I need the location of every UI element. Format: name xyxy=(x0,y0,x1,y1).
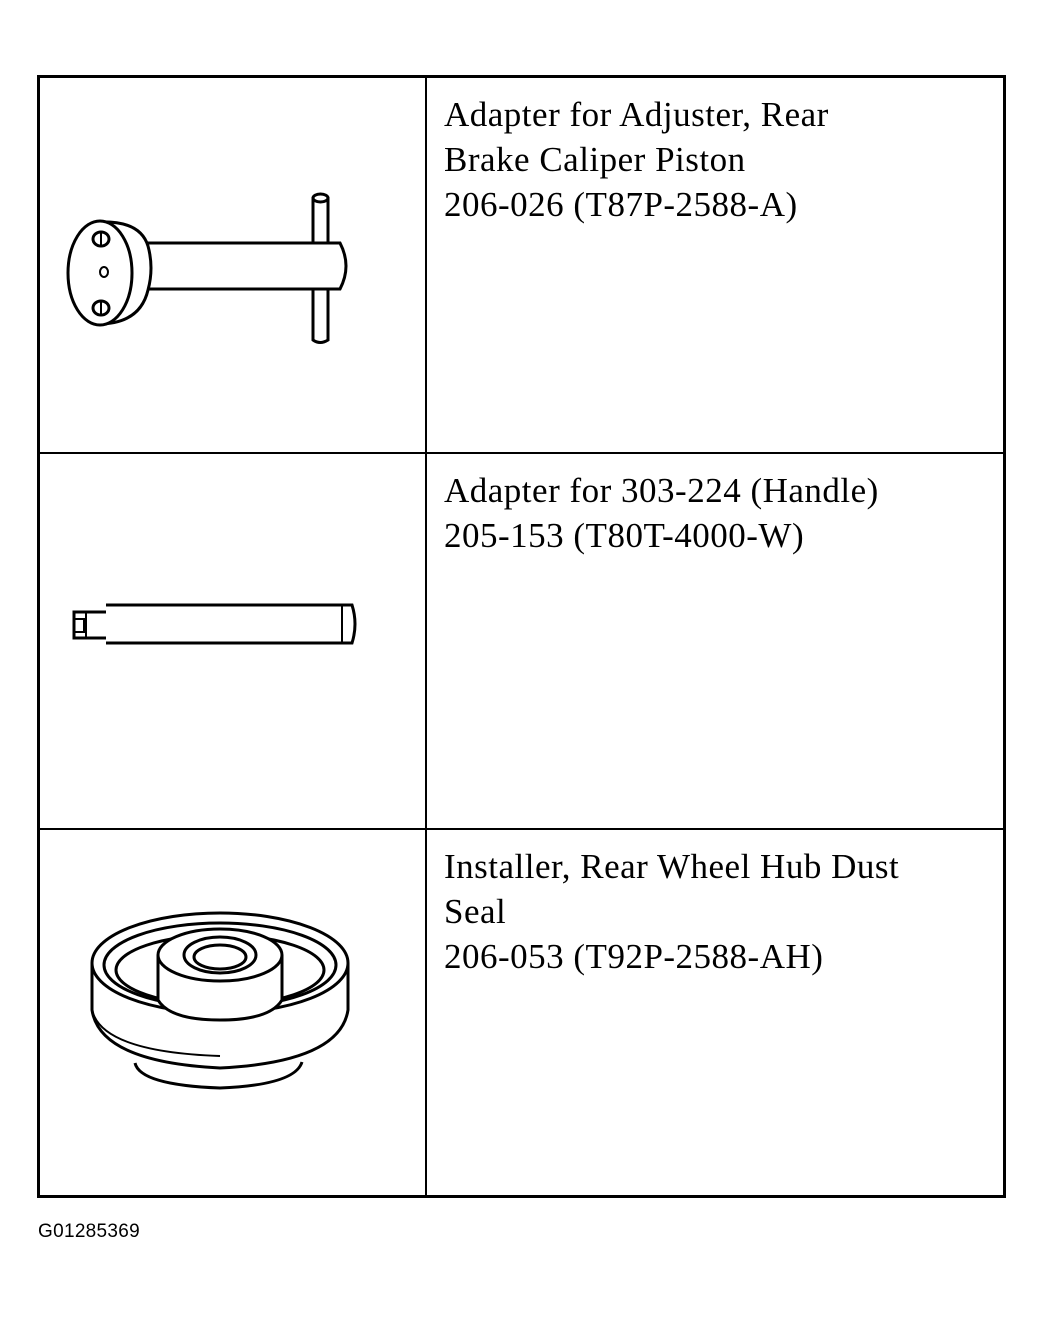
description-line: Seal xyxy=(444,892,507,931)
tool-row xyxy=(40,78,1003,452)
tool-row xyxy=(40,452,1003,828)
tool-description xyxy=(444,844,994,979)
description-line: Brake Caliper Piston xyxy=(444,140,746,179)
part-number: 205-153 (T80T-4000-W) xyxy=(444,516,805,555)
part-number: 206-053 (T92P-2588-AH) xyxy=(444,937,824,976)
tool-row xyxy=(40,828,1003,1195)
description-line: Adapter for 303-224 (Handle) xyxy=(444,471,879,510)
special-tools-table xyxy=(37,75,1006,1198)
rod-adapter-icon xyxy=(40,454,425,828)
tool-description xyxy=(444,92,994,227)
dust-seal-installer-icon xyxy=(40,830,425,1195)
part-number: 206-026 (T87P-2588-A) xyxy=(444,185,798,224)
tool-description xyxy=(444,468,994,558)
description-line: Installer, Rear Wheel Hub Dust xyxy=(444,847,900,886)
description-line: Adapter for Adjuster, Rear xyxy=(444,95,829,134)
figure-id: G01285369 xyxy=(38,1221,141,1242)
column-divider xyxy=(425,78,427,1195)
t-handle-adapter-icon xyxy=(40,78,425,452)
